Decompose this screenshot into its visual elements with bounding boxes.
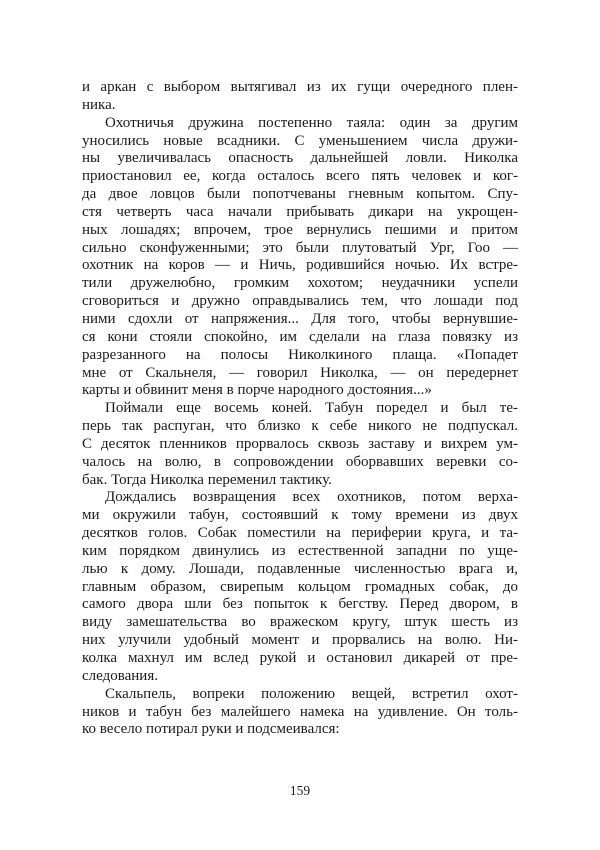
text-line: стя четверть часа начали прибывать дикари на укрощен-: [82, 203, 518, 220]
text-line: карты и обвинит меня в порче народного достояния...»: [82, 382, 432, 399]
text-line: ны увеличивалась опасность дальнейшей ловли. Николка: [82, 150, 518, 167]
text-line: мне от Скальнеля, — говорил Николка, — он передернет: [82, 364, 518, 381]
text-line: Охотничья дружина постепенно таяла: один за другим: [105, 114, 518, 131]
text-line: ника.: [82, 96, 116, 113]
text-line: ся кони стояли спокойно, им сделали на глаза повязку из: [82, 328, 518, 345]
text-line: перь так распуган, что близко к себе никого не подпускал.: [82, 418, 518, 435]
text-line: бак. Тогда Николка переменил тактику.: [82, 471, 332, 488]
text-line: ников и табун без малейшего намека на удивление. Он толь-: [82, 703, 518, 720]
text-line: самого двора шли без попыток к бегству. Перед двором, в: [82, 596, 518, 613]
text-line: сильно сконфуженными; это были плутоватый Ург, Гоо —: [82, 239, 518, 256]
text-line: лью к дому. Лошади, подавленные численностью врага и,: [82, 560, 518, 577]
text-line: Поймали еще восемь коней. Табун поредел и был те-: [105, 400, 518, 417]
text-line: да двое ловцов были попотчеваны гневным копытом. Спу-: [82, 186, 518, 203]
text-line: ким порядком двинулись из естественной западни по уще-: [82, 542, 518, 559]
text-line: приостановил ее, когда осталось всего пять человек и ког-: [82, 168, 518, 185]
text-line: следования.: [82, 667, 158, 684]
text-line: Скальпель, вопреки положению вещей, встретил охот-: [105, 685, 518, 702]
text-line: ними сдохли от напряжения... Для того, чтобы вернувшие-: [82, 310, 518, 327]
text-line: уносились новые всадники. С уменьшением числа дружи-: [82, 132, 518, 149]
text-line: главным образом, свирепым кольцом громадных собак, до: [82, 578, 518, 595]
page-number: 159: [289, 783, 311, 798]
text-line: чалось на волю, в сопровождении оборвавших веревки со-: [82, 453, 518, 470]
text-line: сговориться и дружно оправдывались тем, что лошади под: [82, 293, 518, 310]
page-text-block: [82, 79, 518, 739]
text-line: разрезанного на полосы Николкиного плаща. «Попадет: [82, 346, 518, 363]
text-line: и аркан с выбором вытягивал из их гущи очередного плен-: [82, 79, 518, 95]
text-line: десятков голов. Собак поместили на периферии круга, и та-: [82, 525, 518, 542]
text-line: виду замешательства во вражеском кругу, штук шесть из: [82, 614, 518, 631]
text-line: С десяток пленников прорвалось сквозь заставу и вихрем ум-: [82, 435, 518, 452]
text-line: колка махнул им вслед рукой и остановил дикарей от пре-: [82, 650, 518, 666]
text-line: тили дружелюбно, громким хохотом; неудачники успели: [82, 275, 518, 292]
text-line: ко весело потирал руки и подсмеивался:: [82, 721, 340, 738]
text-line: ных лошадях; впрочем, трое вернулись пешими и притом: [82, 221, 518, 238]
text-line: них улучили удобный момент и прорвались на волю. Ни-: [82, 632, 518, 649]
text-line: охотник на коров — и Ничь, родившийся ночью. Их встре-: [82, 257, 518, 274]
text-line: Дождались возвращения всех охотников, потом верха-: [105, 489, 518, 506]
text-line: ми окружили табун, состоявший к тому времени из двух: [82, 507, 518, 524]
